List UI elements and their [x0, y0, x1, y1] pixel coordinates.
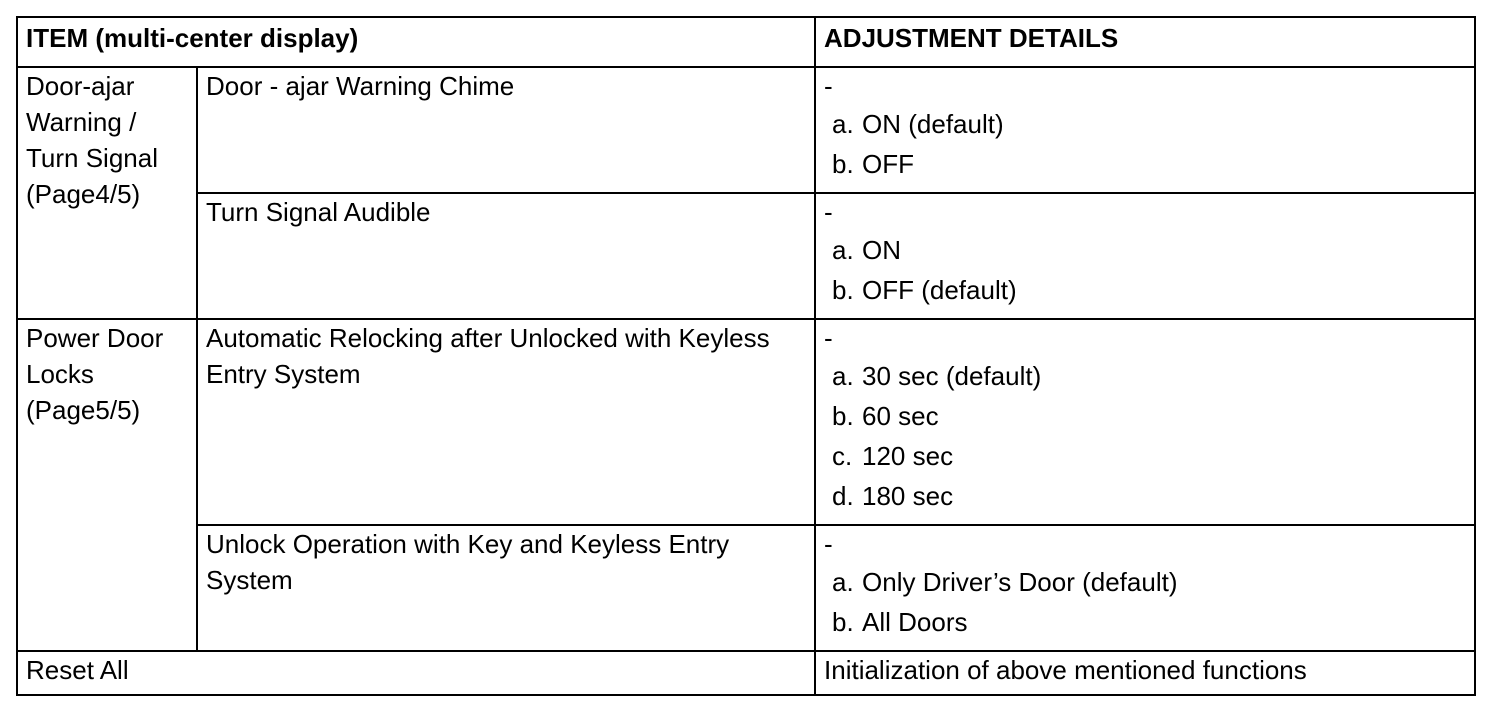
option-letter: b.	[832, 275, 854, 305]
header-item: ITEM (multi-center display)	[17, 17, 815, 67]
item-turn-signal-audible: Turn Signal Audible	[197, 193, 815, 319]
option-item	[824, 270, 1466, 310]
header-details: ADJUSTMENT DETAILS	[815, 17, 1475, 67]
option-item	[824, 230, 1466, 270]
option-text: All Doors	[862, 607, 968, 637]
option-text: OFF (default)	[862, 275, 1017, 305]
option-letter: b.	[832, 149, 854, 179]
option-text: 120 sec	[862, 441, 954, 471]
option-item	[824, 104, 1466, 144]
details-dash: -	[824, 71, 833, 101]
item-unlock-operation: Unlock Operation with Key and Keyless Entry System	[197, 525, 815, 651]
details-dash: -	[824, 197, 833, 227]
option-letter: b.	[832, 607, 854, 637]
item-automatic-relocking: Automatic Relocking after Unlocked with Keyless Entry System	[197, 319, 815, 525]
option-text: OFF	[862, 149, 915, 179]
option-text: Only Driver’s Door (default)	[862, 567, 1178, 597]
group-power-door-locks: Power Door Locks (Page5/5)	[17, 319, 197, 651]
option-letter: a.	[832, 235, 854, 265]
option-item	[824, 356, 1466, 396]
adjustment-table	[16, 16, 1476, 696]
table-row	[17, 193, 1475, 319]
option-letter: b.	[832, 401, 854, 431]
table-row	[17, 67, 1475, 193]
option-letter: d.	[832, 481, 854, 511]
option-letter: c.	[832, 441, 853, 471]
option-letter: a.	[832, 361, 854, 391]
option-text: ON	[862, 235, 902, 265]
option-text: ON (default)	[862, 109, 1004, 139]
details-door-ajar-warning-chime	[815, 67, 1475, 193]
option-item	[824, 144, 1466, 184]
option-item	[824, 436, 1466, 476]
header-row	[17, 17, 1475, 67]
option-text: 180 sec	[862, 481, 954, 511]
details-unlock-operation	[815, 525, 1475, 651]
item-door-ajar-warning-chime: Door - ajar Warning Chime	[197, 67, 815, 193]
option-item	[824, 396, 1466, 436]
details-dash: -	[824, 529, 833, 559]
group-door-ajar-turn-signal: Door-ajar Warning / Turn Signal (Page4/5)	[17, 67, 197, 319]
details-reset-all: Initialization of above mentioned functions	[815, 651, 1475, 695]
option-letter: a.	[832, 567, 854, 597]
table-row	[17, 319, 1475, 525]
option-text: 30 sec (default)	[862, 361, 1042, 391]
table-row	[17, 651, 1475, 695]
details-automatic-relocking	[815, 319, 1475, 525]
table-row	[17, 525, 1475, 651]
option-item	[824, 476, 1466, 516]
option-letter: a.	[832, 109, 854, 139]
details-dash: -	[824, 323, 833, 353]
option-text: 60 sec	[862, 401, 939, 431]
item-reset-all: Reset All	[17, 651, 815, 695]
details-turn-signal-audible	[815, 193, 1475, 319]
option-item	[824, 602, 1466, 642]
option-item	[824, 562, 1466, 602]
